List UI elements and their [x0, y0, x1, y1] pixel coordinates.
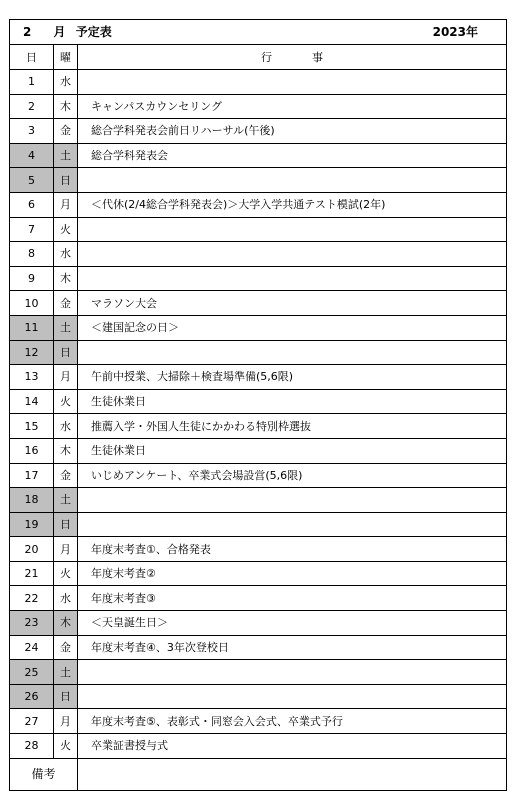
- day-date-cell: 23: [10, 611, 54, 636]
- day-weekday-cell: 金: [54, 291, 78, 316]
- day-date-cell: 13: [10, 365, 54, 390]
- day-event-cell: 推薦入学・外国人生徒にかかわる特別枠選抜: [78, 414, 507, 439]
- table-row: [10, 266, 507, 291]
- day-event-cell: [78, 512, 507, 537]
- day-weekday-cell: 木: [54, 611, 78, 636]
- table-row: [10, 488, 507, 513]
- table-row: [10, 242, 507, 267]
- day-weekday-cell: 月: [54, 537, 78, 562]
- day-date-cell: 18: [10, 488, 54, 513]
- day-weekday-cell: 土: [54, 660, 78, 685]
- day-event-cell: キャンパスカウンセリング: [78, 94, 507, 119]
- day-weekday-cell: 金: [54, 119, 78, 144]
- table-row: [10, 291, 507, 316]
- table-row: [10, 192, 507, 217]
- table-row: [10, 660, 507, 685]
- day-date-cell: 17: [10, 463, 54, 488]
- column-header-event-char2: 事: [312, 50, 323, 64]
- table-row: [10, 70, 507, 95]
- day-date-cell: 16: [10, 438, 54, 463]
- day-date-cell: 11: [10, 315, 54, 340]
- day-weekday-cell: 金: [54, 635, 78, 660]
- day-event-cell: いじめアンケート、卒業式会場設営(5,6限): [78, 463, 507, 488]
- table-row: [10, 611, 507, 636]
- day-weekday-cell: 日: [54, 684, 78, 709]
- day-event-cell: 年度末考査②: [78, 561, 507, 586]
- day-event-cell: 総合学科発表会前日リハーサル(午後): [78, 119, 507, 144]
- day-weekday-cell: 月: [54, 192, 78, 217]
- day-event-cell: 午前中授業、大掃除＋検査場準備(5,6限): [78, 365, 507, 390]
- day-date-cell: 12: [10, 340, 54, 365]
- day-date-cell: 26: [10, 684, 54, 709]
- table-row: [10, 635, 507, 660]
- table-row: [10, 734, 507, 759]
- column-header-date: 日: [10, 45, 54, 70]
- table-row: [10, 537, 507, 562]
- title-row: [10, 20, 507, 45]
- day-event-cell: 年度末考査①、合格発表: [78, 537, 507, 562]
- table-row: [10, 512, 507, 537]
- day-weekday-cell: 日: [54, 340, 78, 365]
- schedule-sheet: [9, 19, 507, 791]
- page-title: 予定表: [75, 25, 112, 39]
- day-weekday-cell: 月: [54, 365, 78, 390]
- day-event-cell: ＜建国記念の日＞: [78, 315, 507, 340]
- year-label: 2023年: [432, 25, 478, 39]
- column-header-weekday: 曜: [54, 45, 78, 70]
- day-event-cell: [78, 488, 507, 513]
- day-weekday-cell: 土: [54, 488, 78, 513]
- table-row: [10, 463, 507, 488]
- day-event-cell: [78, 70, 507, 95]
- day-event-cell: [78, 684, 507, 709]
- table-row: [10, 365, 507, 390]
- day-date-cell: 10: [10, 291, 54, 316]
- day-weekday-cell: 土: [54, 143, 78, 168]
- day-date-cell: 28: [10, 734, 54, 759]
- table-row: [10, 684, 507, 709]
- day-date-cell: 27: [10, 709, 54, 734]
- day-event-cell: ＜天皇誕生日＞: [78, 611, 507, 636]
- table-row: [10, 414, 507, 439]
- day-weekday-cell: 木: [54, 266, 78, 291]
- day-event-cell: マラソン大会: [78, 291, 507, 316]
- day-weekday-cell: 木: [54, 438, 78, 463]
- day-event-cell: 卒業証書授与式: [78, 734, 507, 759]
- day-date-cell: 1: [10, 70, 54, 95]
- table-row: [10, 340, 507, 365]
- day-date-cell: 6: [10, 192, 54, 217]
- notes-text: [78, 758, 507, 790]
- month-number: 2: [23, 25, 32, 39]
- day-event-cell: [78, 266, 507, 291]
- title-left: [23, 26, 118, 38]
- table-row: [10, 143, 507, 168]
- day-event-cell: [78, 660, 507, 685]
- day-weekday-cell: 日: [54, 512, 78, 537]
- column-header-event-char1: 行: [261, 50, 272, 64]
- day-weekday-cell: 土: [54, 315, 78, 340]
- day-date-cell: 24: [10, 635, 54, 660]
- day-date-cell: 3: [10, 119, 54, 144]
- table-row: [10, 168, 507, 193]
- day-weekday-cell: 水: [54, 242, 78, 267]
- day-weekday-cell: 水: [54, 70, 78, 95]
- day-date-cell: 2: [10, 94, 54, 119]
- day-event-cell: [78, 242, 507, 267]
- table-row: [10, 709, 507, 734]
- day-date-cell: 9: [10, 266, 54, 291]
- day-date-cell: 5: [10, 168, 54, 193]
- day-event-cell: [78, 217, 507, 242]
- day-date-cell: 4: [10, 143, 54, 168]
- day-date-cell: 15: [10, 414, 54, 439]
- day-date-cell: 14: [10, 389, 54, 414]
- table-row: [10, 94, 507, 119]
- day-event-cell: [78, 340, 507, 365]
- day-event-cell: [78, 168, 507, 193]
- title-cell: [10, 20, 507, 45]
- day-weekday-cell: 火: [54, 389, 78, 414]
- day-weekday-cell: 日: [54, 168, 78, 193]
- day-date-cell: 21: [10, 561, 54, 586]
- day-date-cell: 8: [10, 242, 54, 267]
- column-header-event: [78, 45, 507, 70]
- day-event-cell: 総合学科発表会: [78, 143, 507, 168]
- day-weekday-cell: 火: [54, 561, 78, 586]
- day-weekday-cell: 木: [54, 94, 78, 119]
- day-weekday-cell: 金: [54, 463, 78, 488]
- table-row: [10, 217, 507, 242]
- day-weekday-cell: 月: [54, 709, 78, 734]
- day-event-cell: ＜代休(2/4総合学科発表会)＞大学入学共通テスト模試(2年): [78, 192, 507, 217]
- day-weekday-cell: 水: [54, 586, 78, 611]
- notes-label: 備考: [10, 758, 78, 790]
- day-date-cell: 20: [10, 537, 54, 562]
- day-event-cell: 生徒休業日: [78, 389, 507, 414]
- header-row: [10, 45, 507, 70]
- table-row: [10, 438, 507, 463]
- table-row: [10, 389, 507, 414]
- day-event-cell: 生徒休業日: [78, 438, 507, 463]
- day-date-cell: 25: [10, 660, 54, 685]
- table-row: [10, 315, 507, 340]
- table-row: [10, 119, 507, 144]
- day-weekday-cell: 火: [54, 217, 78, 242]
- month-unit: 月: [53, 25, 66, 39]
- day-weekday-cell: 火: [54, 734, 78, 759]
- day-date-cell: 19: [10, 512, 54, 537]
- schedule-table: [9, 19, 507, 791]
- table-row: [10, 586, 507, 611]
- day-event-cell: 年度末考査③: [78, 586, 507, 611]
- day-event-cell: 年度末考査④、3年次登校日: [78, 635, 507, 660]
- day-date-cell: 7: [10, 217, 54, 242]
- day-weekday-cell: 水: [54, 414, 78, 439]
- day-event-cell: 年度末考査⑤、表彰式・同窓会入会式、卒業式予行: [78, 709, 507, 734]
- day-date-cell: 22: [10, 586, 54, 611]
- notes-row: [10, 758, 507, 790]
- table-row: [10, 561, 507, 586]
